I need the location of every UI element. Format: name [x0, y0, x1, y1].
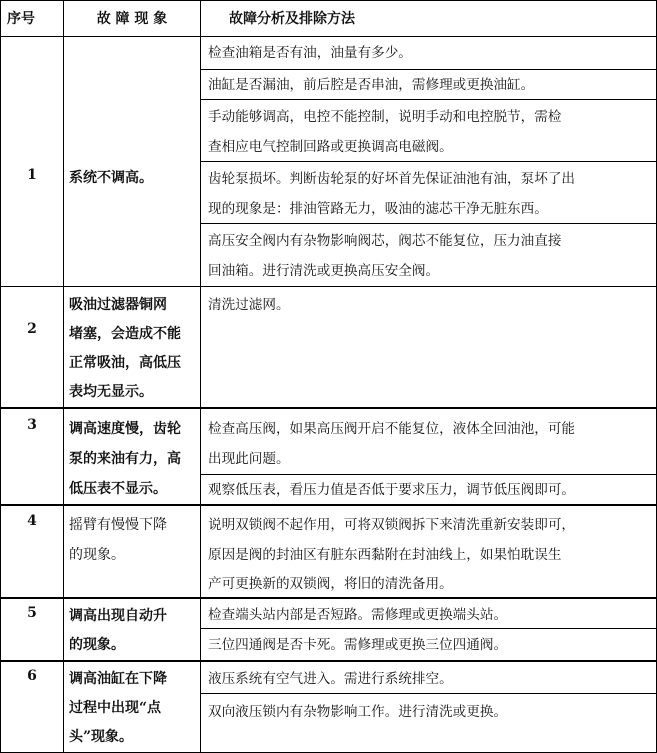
- row-divider: [1, 36, 656, 37]
- fault-text: 调高出现自动升: [69, 608, 167, 624]
- row-number: 5: [27, 605, 37, 621]
- sub-divider: [200, 693, 656, 694]
- method-text: 原因是阀的封油区有脏东西黏附在封油线上，如果怕耽误生: [208, 547, 562, 563]
- fault-text: 泵的来油有力，高: [69, 451, 181, 467]
- method-text: 回油箱。进行清洗或更换高压安全阀。: [208, 263, 440, 279]
- row-number: 2: [27, 321, 37, 337]
- method-text: 液压系统有空气进入。需进行系统排空。: [208, 671, 453, 687]
- fault-text: 系统不调高。: [69, 170, 153, 186]
- method-text: 出现此问题。: [208, 451, 290, 467]
- method-text: 清洗过滤网。: [208, 297, 290, 313]
- sub-divider: [200, 474, 656, 475]
- header-method: 故障分析及排除方法: [229, 11, 355, 27]
- header-no: 序号: [7, 11, 35, 27]
- fault-text: 吸油过滤器铜网: [69, 297, 167, 313]
- fault-text: 调高油缸在下降: [69, 671, 167, 687]
- sub-divider: [200, 69, 656, 70]
- method-text: 产可更换新的双锁阀，将旧的清洗备用。: [208, 576, 453, 592]
- col-divider: [200, 1, 201, 752]
- row-number: 3: [27, 417, 37, 433]
- method-text: 说明双锁阀不起作用，可将双锁阀拆下来清洗重新安装即可，: [208, 517, 576, 533]
- fault-text: 堵塞，会造成不能: [69, 326, 181, 342]
- row-divider: [1, 504, 656, 506]
- method-text: 双向液压锁内有杂物影响工作。进行清洗或更换。: [208, 704, 508, 720]
- method-text: 齿轮泵损坏。判断齿轮泵的好坏首先保证油池有油，泵坏了出: [208, 171, 576, 187]
- fault-text: 低压表不显示。: [69, 481, 167, 497]
- sub-divider: [200, 223, 656, 224]
- method-text: 观察低压表，看压力值是否低于要求压力，调节低压阀即可。: [208, 482, 576, 498]
- method-text: 检查端头站内部是否短路。需修理或更换端头站。: [208, 607, 508, 623]
- row-number: 1: [27, 167, 37, 183]
- method-text: 检查油箱是否有油，油量有多少。: [208, 45, 412, 61]
- row-divider: [1, 660, 656, 662]
- sub-divider: [200, 161, 656, 162]
- fault-text: 过程中出现“点: [69, 700, 162, 716]
- row-divider: [1, 407, 656, 409]
- row-number: 6: [27, 668, 37, 684]
- method-text: 手动能够调高，电控不能控制，说明手动和电控脱节，需检: [208, 109, 562, 125]
- fault-text: 正常吸油，高低压: [69, 355, 181, 371]
- method-text: 检查高压阀，如果高压阀开启不能复位，液体全回油池，可能: [208, 421, 576, 437]
- fault-text: 的现象。: [69, 637, 125, 653]
- fault-text: 摇臂有慢慢下降: [69, 517, 167, 533]
- sub-divider: [200, 628, 656, 629]
- method-text: 现的现象是：排油管路无力，吸油的滤芯干净无脏东西。: [208, 201, 548, 217]
- row-divider: [1, 597, 656, 599]
- col-divider: [63, 1, 64, 752]
- fault-text: 头”现象。: [69, 729, 134, 745]
- fault-text: 表均无显示。: [69, 384, 153, 400]
- fault-text: 调高速度慢，齿轮: [69, 421, 181, 437]
- method-text: 高压安全阀内有杂物影响阀芯，阀芯不能复位，压力油直接: [208, 233, 562, 249]
- row-number: 4: [27, 513, 37, 529]
- fault-text: 的现象。: [69, 547, 125, 563]
- header-fault: 故 障 现 象: [96, 11, 168, 27]
- row-divider: [1, 286, 656, 287]
- method-text: 三位四通阀是否卡死。需修理或更换三位四通阀。: [208, 637, 508, 653]
- sub-divider: [200, 99, 656, 100]
- method-text: 油缸是否漏油，前后腔是否串油，需修理或更换油缸。: [208, 77, 535, 93]
- method-text: 查相应电气控制回路或更换调高电磁阀。: [208, 139, 453, 155]
